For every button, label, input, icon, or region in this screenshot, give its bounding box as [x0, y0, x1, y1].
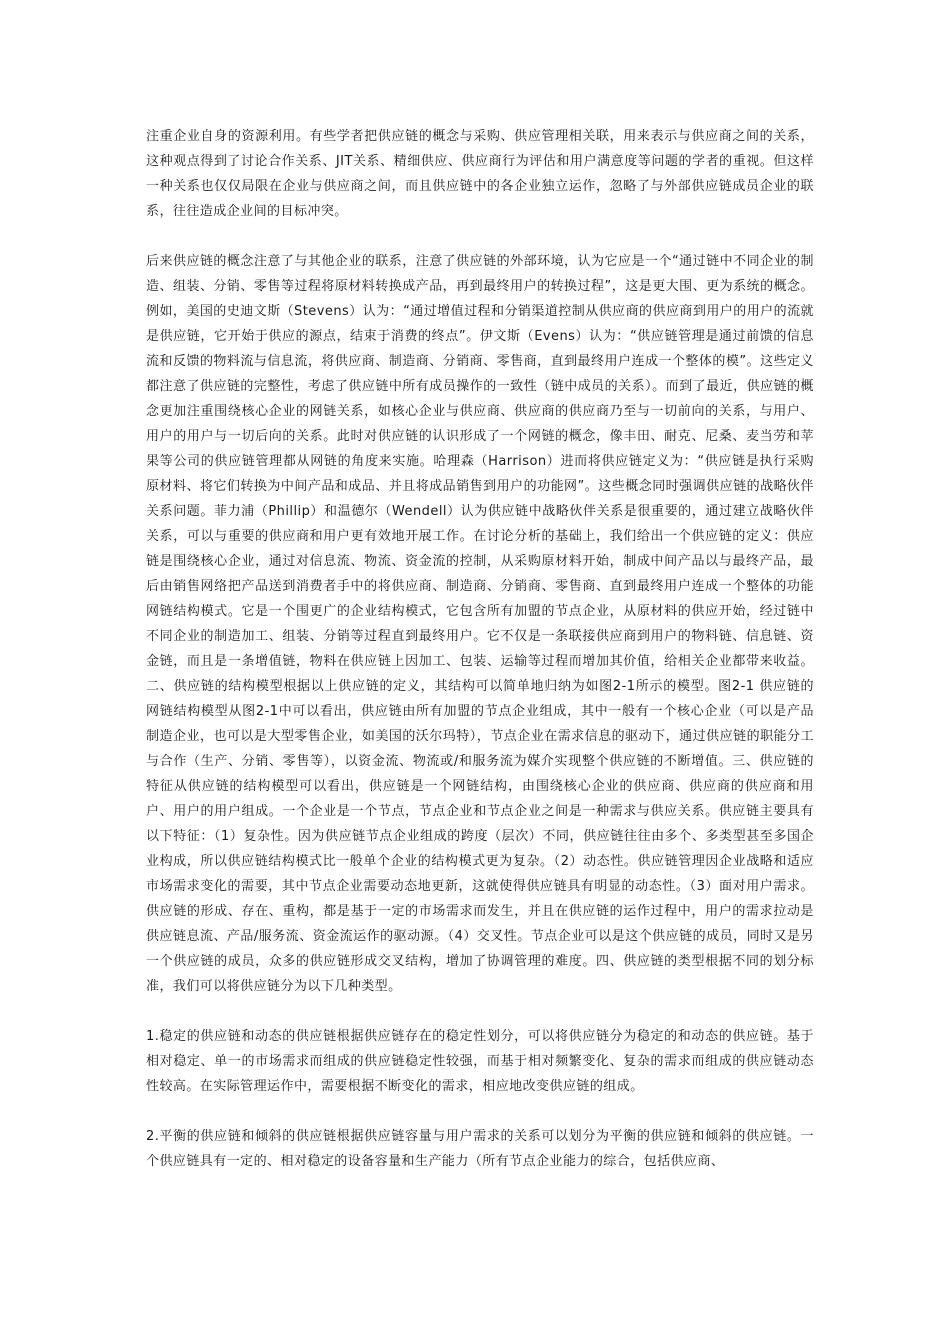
paragraph-stable-dynamic-chain: 1.稳定的供应链和动态的供应链根据供应链存在的稳定性划分，可以将供应链分为稳定的和动态的供应链。基于相对稳定、单一的市场需求而组成的供应链稳定性较强，而基于相对频繁变化、复杂的需求而组成的供应链动态性较高。在实际管理运作中，需要根据不断变化的需求，相应地改变供应链的组成。	[146, 1029, 814, 1094]
document-body	[146, 124, 814, 1199]
paragraph-supply-chain-definition: 后来供应链的概念注意了与其他企业的联系，注意了供应链的外部环境，认为它应是一个“通过链中不同企业的制造、组装、分销、零售等过程将原材料转换成产品，再到最终用户的转换过程”，这是更大围、更为系统的概念。例如，美国的史迪文斯（Stevens）认为：“通过增值过程和分销渠道控制从供应商的供应商到用户的用户的流就是供应链，它开始于供应的源点，结束于消费的终点”。伊文斯（Evens）认为：“供应链管理是通过前馈的信息流和反馈的物料流与信息流，将供应商、制造商、分销商、零售商，直到最终用户连成一个整体的模”。这些定义都注意了供应链的完整性，考虑了供应链中所有成员操作的一致性（链中成员的关系）。而到了最近，供应链的概念更加注重围绕核心企业的网链关系，如核心企业与供应商、供应商的供应商乃至与一切前向的关系，与用户、用户的用户与一切后向的关系。此时对供应链的认识形成了一个网链的概念，像丰田、耐克、尼桑、麦当劳和苹果等公司的供应链管理都从网链的角度来实施。哈理森（Harrison）进而将供应链定义为：“供应链是执行采购原材料、将它们转换为中间产品和成品、并且将成品销售到用户的功能网”。这些概念同时强调供应链的战略伙伴关系问题。菲力浦（Phillip）和温德尔（Wendell）认为供应链中战略伙伴关系是很重要的，通过建立战略伙伴关系，可以与重要的供应商和用户更有效地开展工作。在讨论分析的基础上，我们给出一个供应链的定义：供应链是围绕核心企业，通过对信息流、物流、资金流的控制，从采购原材料开始，制成中间产品以与最终产品，最后由销售网络把产品送到消费者手中的将供应商、制造商、分销商、零售商、直到最终用户连成一个整体的功能网链结构模式。它是一个围更广的企业结构模式，它包含所有加盟的节点企业，从原材料的供应开始，经过链中不同企业的制造加工、组装、分销等过程直到最终用户。它不仅是一条联接供应商到用户的物料链、信息链、资金链，而且是一条增值链，物料在供应链上因加工、包装、运输等过程而增加其价值，给相关企业都带来收益。二、供应链的结构模型根据以上供应链的定义，其结构可以简单地归纳为如图2-1所示的模型。图2-1 供应链的网链结构模型从图2-1中可以看出，供应链由所有加盟的节点企业组成，其中一般有一个核心企业（可以是产品制造企业，也可以是大型零售企业，如美国的沃尔玛特），节点企业在需求信息的驱动下，通过供应链的职能分工与合作（生产、分销、零售等），以资金流、物流或/和服务流为媒介实现整个供应链的不断增值。三、供应链的特征从供应链的结构模型可以看出，供应链是一个网链结构，由围绕核心企业的供应商、供应商的供应商和用户、用户的用户组成。一个企业是一个节点，节点企业和节点企业之间是一种需求与供应关系。供应链主要具有以下特征：（1）复杂性。因为供应链节点企业组成的跨度（层次）不同，供应链往往由多个、多类型甚至多国企业构成，所以供应链结构模式比一般单个企业的结构模式更为复杂。（2）动态性。供应链管理因企业战略和适应市场需求变化的需要，其中节点企业需要动态地更新，这就使得供应链具有明显的动态性。（3）面对用户需求。供应链的形成、存在、重构，都是基于一定的市场需求而发生，并且在供应链的运作过程中，用户的需求拉动是供应链息流、产品/服务流、资金流运作的驱动源。（4）交叉性。节点企业可以是这个供应链的成员，同时又是另一个供应链的成员，众多的供应链形成交叉结构，增加了协调管理的难度。四、供应链的类型根据不同的划分标准，我们可以将供应链分为以下几种类型。	[146, 254, 814, 994]
paragraph-balanced-inclined-chain: 2.平衡的供应链和倾斜的供应链根据供应链容量与用户需求的关系可以划分为平衡的供应链和倾斜的供应链。一个供应链具有一定的、相对稳定的设备容量和生产能力（所有节点企业能力的综合，包括供应商、	[146, 1129, 814, 1169]
paragraph-intro: 注重企业自身的资源利用。有些学者把供应链的概念与采购、供应管理相关联，用来表示与供应商之间的关系，这种观点得到了讨论合作关系、JIT关系、精细供应、供应商行为评估和用户满意度等问题的学者的重视。但这样一种关系也仅仅局限在企业与供应商之间，而且供应链中的各企业独立运作，忽略了与外部供应链成员企业的联系，往往造成企业间的目标冲突。	[146, 129, 814, 219]
